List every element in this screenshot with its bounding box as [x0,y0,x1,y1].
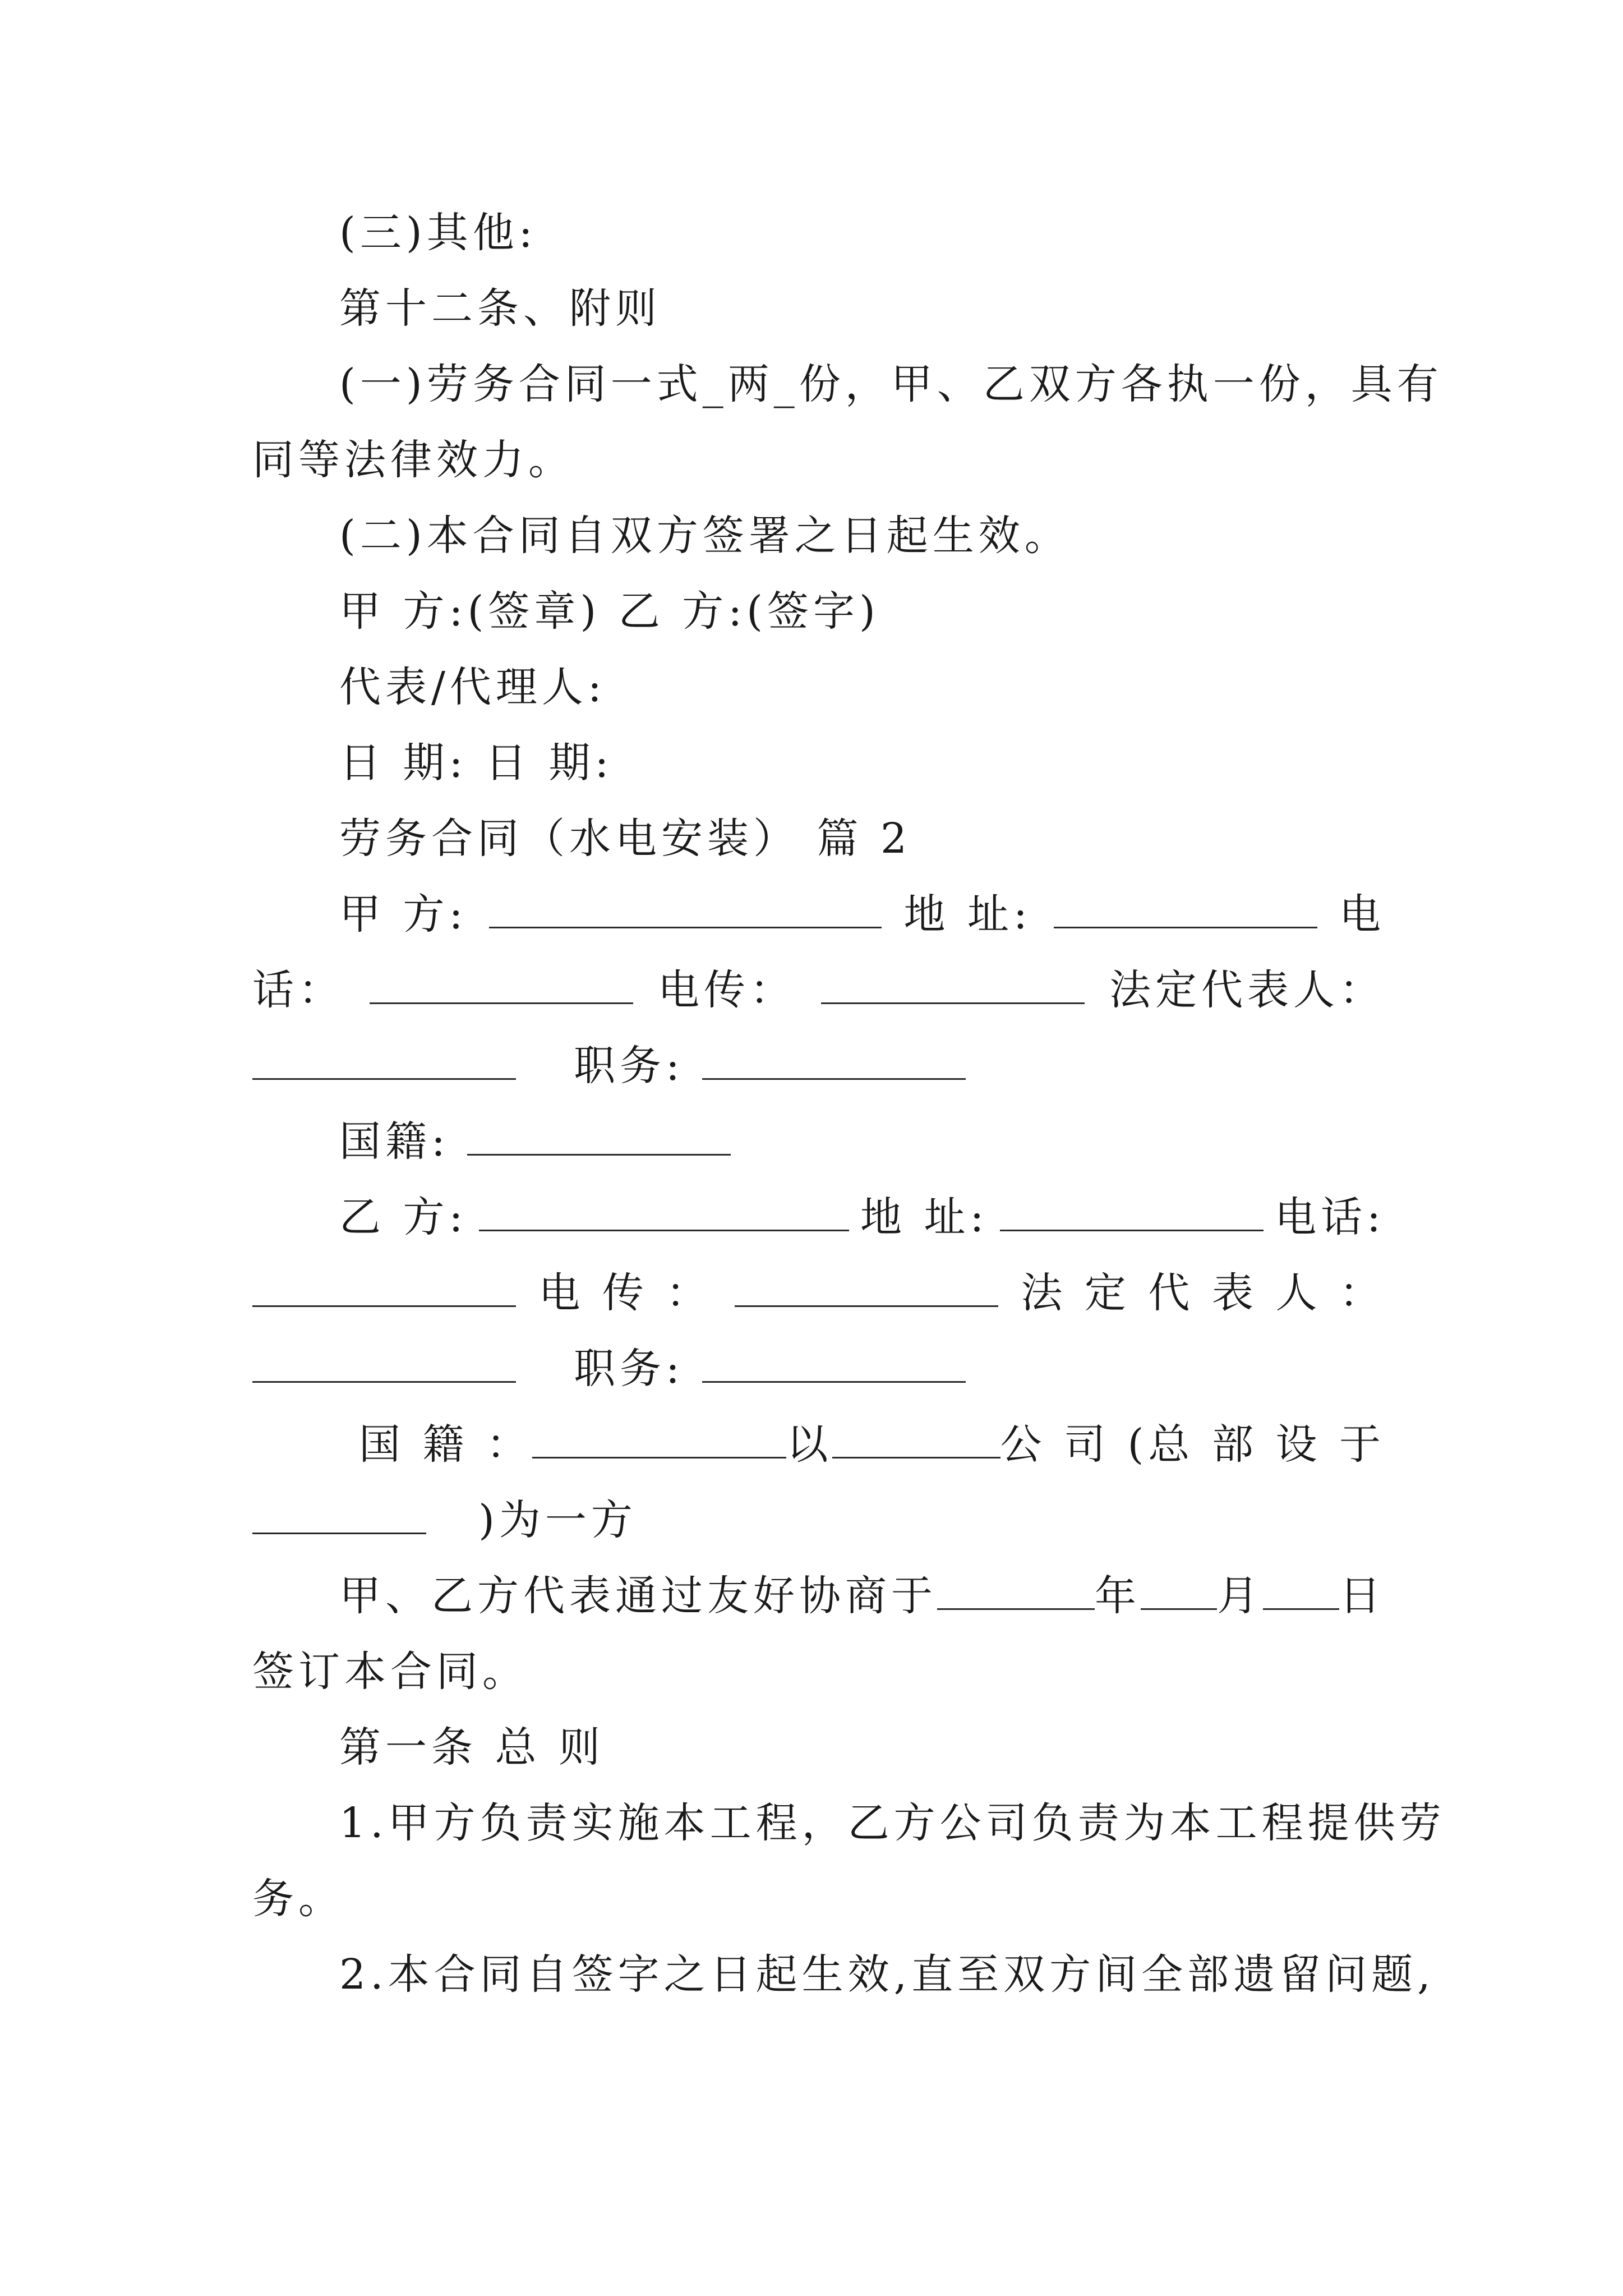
party-a-rep-blank [252,1043,516,1080]
party-b-rep-label: 法 定 代 表 人 ： [1021,1269,1385,1317]
party-a-title-line [252,1038,1385,1094]
agreement-sign-line: 签订本合同。 [252,1648,528,1696]
party-b-label: 乙 方: [339,1193,468,1241]
agreement-year-label: 年 [1095,1572,1141,1620]
agreement-day-blank [1263,1573,1339,1610]
party-b-rep-blank [252,1346,516,1383]
clause-other: (三)其他: [339,209,537,257]
agreement-day-label: 日 [1339,1572,1385,1620]
party-b-title-blank [702,1346,966,1383]
party-a-nationality-label: 国籍: [339,1117,450,1166]
party-a-phone-blank [370,968,633,1004]
section-title: 劳务合同（水电安装） 篇 2 [339,815,912,863]
party-b-line [339,1189,1385,1245]
party-b-title-line [252,1341,1385,1397]
party-a-nationality-blank [467,1119,731,1156]
party-b-name-blank [479,1195,849,1231]
clause-copies: (一)劳务合同一式_两_份，甲、乙双方各执一份，具有 [339,360,1443,408]
party-b-nationality-label: 国 籍 ： [359,1420,533,1469]
article-1-heading: 第一条 总 则 [339,1723,605,1772]
party-b-as-party-label: )为一方 [478,1496,637,1544]
party-b-fax-label: 电 传 ： [538,1269,712,1317]
party-b-fax-blank [735,1271,998,1307]
party-a-fax-label: 电传： [658,966,796,1014]
representative-line: 代表/代理人: [339,663,606,711]
party-b-company-label: 公 司 (总 部 设 于 [1000,1420,1385,1469]
party-a-label: 甲 方: [339,890,468,938]
party-b-company-blank [832,1422,1000,1458]
article-12-heading: 第十二条、附则 [339,284,661,333]
party-a-phone-label: 电 [1339,890,1385,938]
party-b-nationality-blank [532,1422,786,1458]
signature-line: 甲 方:(签章) 乙 方:(签字) [339,587,880,636]
agreement-year-blank [937,1573,1095,1610]
party-a-nationality-line [339,1114,1385,1170]
party-a-phone-label-cont: 话： [252,966,344,1014]
party-a-name-blank [489,892,882,928]
party-a-contact-line [252,962,1385,1018]
agreement-month-blank [1141,1573,1217,1610]
party-a-address-blank [1054,892,1317,928]
party-b-with-label: 以 [786,1420,833,1469]
date-line: 日 期: 日 期: [339,739,614,787]
party-b-phone-label: 电话: [1275,1193,1385,1241]
party-b-title-label: 职务: [574,1345,684,1393]
party-a-line [339,886,1385,942]
party-a-title-blank [702,1043,966,1080]
party-a-fax-blank [821,968,1085,1004]
party-b-address-blank [1000,1195,1264,1231]
party-b-hq-blank [252,1498,426,1534]
party-b-phone-blank [252,1271,516,1307]
agreement-text: 甲、乙方代表通过友好协商于 [339,1572,937,1620]
article-1-item-2: 2.本合同自签字之日起生效,直至双方间全部遗留问题, [339,1950,1435,1999]
agreement-date-line [339,1568,1385,1624]
party-b-contact-line [252,1265,1385,1321]
party-a-title-label: 职务: [574,1042,684,1090]
clause-effective: (二)本合同自双方签署之日起生效。 [339,512,1071,560]
party-b-nationality-line [359,1416,1385,1473]
clause-copies-continued: 同等法律效力。 [252,436,574,484]
party-a-address-label: 地 址: [903,890,1032,938]
agreement-month-label: 月 [1217,1572,1264,1620]
party-b-address-label: 地 址: [860,1193,989,1241]
party-b-hq-line [252,1492,1385,1548]
article-1-item-1-continued: 务。 [252,1875,344,1923]
party-a-rep-label: 法定代表人： [1109,966,1385,1014]
article-1-item-1: 1.甲方负责实施本工程，乙方公司负责为本工程提供劳 [339,1799,1446,1847]
